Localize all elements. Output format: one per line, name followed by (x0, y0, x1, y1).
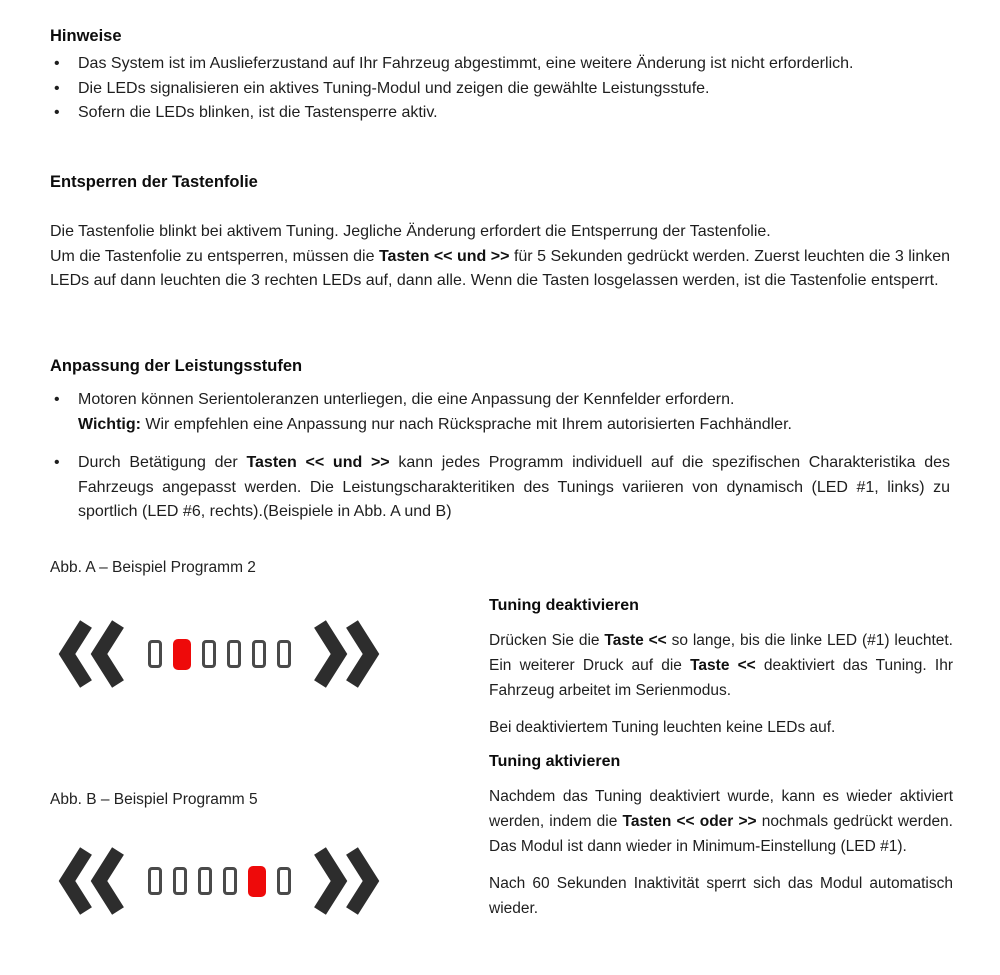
bold-text-run: Taste << (604, 632, 667, 649)
paragraph: Bei deaktiviertem Tuning leuchten keine LEDs auf. (489, 719, 836, 736)
paragraph (489, 784, 953, 859)
paragraph (489, 628, 953, 703)
list-item (50, 388, 950, 437)
bold-text-run: Taste << (690, 657, 756, 674)
figure-a-caption: Abb. A – Beispiel Programm 2 (50, 559, 256, 576)
led-5-active (248, 866, 266, 897)
text-run: deaktiviert das Tuning. Ihr Fahrzeug arbeitet im Serienmodus. (489, 657, 953, 699)
bold-text-run: Tasten << und >> (246, 454, 390, 471)
double-chevron-left-icon (58, 620, 126, 688)
text-run: Drücken Sie die (489, 632, 605, 649)
bold-text-run: Wichtig: (78, 415, 141, 433)
led-3 (198, 867, 212, 895)
led-1 (148, 867, 162, 895)
text-run: Nachdem das Tuning deaktiviert wurde, kann es wieder aktiviert werden, indem die (489, 788, 953, 830)
heading-entsperren: Entsperren der Tastenfolie (50, 173, 258, 191)
paragraph (50, 245, 950, 294)
led-5 (252, 640, 266, 668)
paragraph: Nach 60 Sekunden Inaktivität sperrt sich das Modul automatisch wieder. (489, 875, 953, 917)
led-6 (277, 640, 291, 668)
hinweise-list (50, 52, 950, 126)
bold-text-run: Tasten << und >> (378, 247, 510, 265)
figure-b-led-display (58, 845, 380, 917)
double-chevron-right-icon (312, 620, 380, 688)
figure-b-caption: Abb. B – Beispiel Programm 5 (50, 791, 258, 808)
led-row (148, 866, 291, 897)
text-run: kann jedes Programm individuell auf die spezifischen Charakteristika des Fahrzeugs angepasst werden. Die Leistungscharakteritiken des Tunings variieren von dynamisch (LED #1, links) zu sportlich (LED #6, rechts).(Beispiele in Abb. A und B) (78, 454, 951, 520)
double-chevron-left-icon (58, 847, 126, 915)
bold-text-run: Tasten << oder >> (622, 813, 757, 830)
section-hinweise (50, 26, 950, 126)
heading-hinweise: Hinweise (50, 27, 122, 45)
led-4 (227, 640, 241, 668)
led-3 (202, 640, 216, 668)
text-run: Wir empfehlen eine Anpassung nur nach Rücksprache mit Ihrem autorisierten Fachhändler. (140, 415, 792, 433)
list-item (50, 451, 950, 525)
section-entsperren-heading (50, 172, 950, 192)
anpassung-list (50, 388, 950, 525)
list-item: • Die LEDs signalisieren ein aktives Tuning-Modul und zeigen die gewählte Leistungsstufe. (50, 77, 950, 102)
list-item: • Sofern die LEDs blinken, ist die Tastensperre aktiv. (50, 101, 950, 126)
section-anpassung-list (50, 382, 950, 525)
heading-tuning-aktivieren: Tuning aktivieren (489, 753, 621, 770)
led-6 (277, 867, 291, 895)
section-entsperren-text (50, 220, 950, 294)
section-anpassung-heading (50, 356, 950, 376)
double-chevron-right-icon (312, 847, 380, 915)
text-run: Um die Tastenfolie zu entsperren, müssen die (50, 247, 379, 265)
heading-anpassung: Anpassung der Leistungsstufen (50, 357, 303, 375)
led-2-active (173, 639, 191, 670)
led-row (148, 639, 291, 670)
text-line: • Motoren können Serientoleranzen unterliegen, die eine Anpassung der Kennfelder erfordern. (78, 391, 735, 408)
led-2 (173, 867, 187, 895)
list-item: • Das System ist im Auslieferzustand auf Ihr Fahrzeug abgestimmt, eine weitere Änderung ist nicht erforderlich. (50, 52, 950, 77)
paragraph: Die Tastenfolie blinkt bei aktivem Tuning. Jegliche Änderung erfordert die Entsperrung der Tastenfolie. (50, 223, 771, 240)
text-line (78, 413, 950, 438)
figure-a-led-display (58, 618, 380, 690)
right-column (489, 596, 953, 933)
led-1 (148, 640, 162, 668)
text-run: Durch Betätigung der (78, 454, 247, 471)
text-run: nochmals gedrückt werden. Das Modul ist dann wieder in Minimum-Einstellung (LED #1). (489, 813, 953, 855)
text-run: für 5 Sekunden gedrückt werden. Zuerst leuchten die 3 linken LEDs auf dann leuchten die 3 rechten LEDs auf, dann alle. Wenn die Tasten losgelassen werden, ist die Tastenfolie entsperrt. (50, 247, 951, 289)
heading-tuning-deaktivieren: Tuning deaktivieren (489, 597, 639, 614)
text-run: so lange, bis die linke LED (#1) leuchtet. Ein weiterer Druck auf die (489, 632, 953, 674)
led-4 (223, 867, 237, 895)
